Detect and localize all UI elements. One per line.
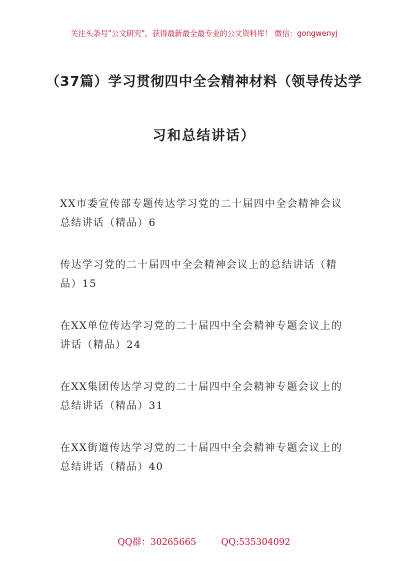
toc-entry-line: 在XX单位传达学习党的二十届四中全会精神专题会议上的 <box>60 321 343 332</box>
toc-entry-line: 总结讲话（精品）31 <box>60 401 164 412</box>
qq-number: QQ:535304092 <box>221 538 291 548</box>
table-of-contents <box>60 195 356 477</box>
toc-entry-line: 在XX集团传达学习党的二十届四中全会精神专题会议上的 <box>60 382 343 393</box>
header-banner: 关注头条号"公文研究"，获得最新最全最专业的公文资料库！ 微信：gongwenyj <box>70 29 338 38</box>
toc-entry-line: 总结讲话（精品）40 <box>60 462 164 473</box>
toc-entry-line: 总结讲话（精品）6 <box>60 218 157 229</box>
qq-group-number: QQ群：30265665 <box>117 538 197 548</box>
toc-entry[interactable] <box>60 317 356 355</box>
toc-entry-line: 讲话（精品）24 <box>60 340 142 351</box>
toc-entry[interactable] <box>60 195 356 233</box>
toc-entry-line: 在XX街道传达学习党的二十届四中全会精神专题会议上的 <box>60 443 343 454</box>
document-title-line-1: （37篇）学习贯彻四中全会精神材料（领导传达学 <box>45 74 363 90</box>
toc-entry[interactable] <box>60 439 356 477</box>
toc-entry[interactable] <box>60 378 356 416</box>
toc-entry[interactable] <box>60 256 356 294</box>
document-title-line-2: 习和总结讲话） <box>152 128 256 144</box>
toc-entry-line: 品）15 <box>60 279 97 290</box>
toc-entry-line: XX市委宣传部专题传达学习党的二十届四中全会精神会议 <box>60 199 343 210</box>
toc-entry-line: 传达学习党的二十届四中全会精神会议上的总结讲话（精 <box>60 260 338 271</box>
footer-contacts <box>0 535 408 548</box>
